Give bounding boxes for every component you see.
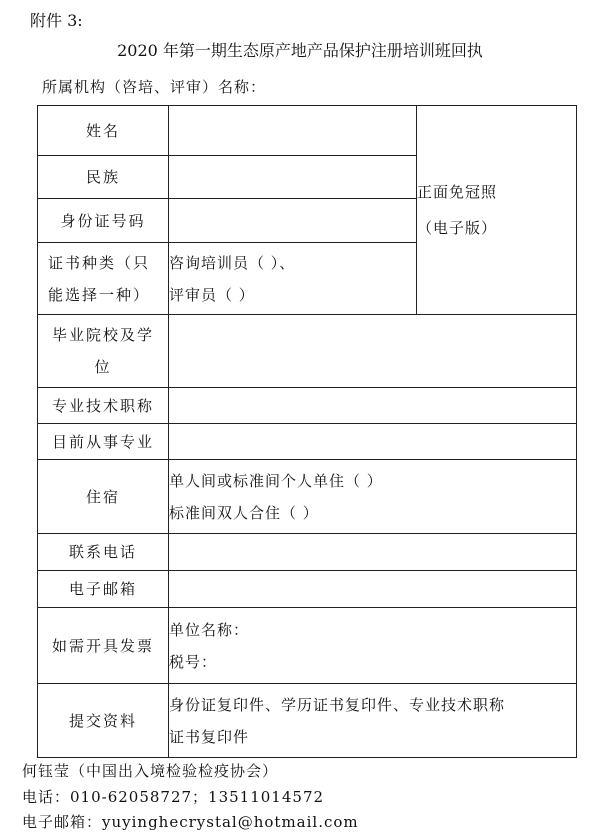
row-prof-title [38, 388, 577, 424]
photo-label-line-2: （电子版） [417, 219, 498, 237]
ethnicity-field[interactable] [169, 156, 417, 199]
row-current-job [38, 424, 577, 460]
org-name-label: 所属机构（咨培、评审）名称： [42, 78, 267, 96]
current-profession-field[interactable] [169, 424, 577, 460]
cert-type-label-line-2: 能选择一种） [48, 285, 151, 304]
cert-option-reviewer[interactable]: 评审员（ ） [169, 285, 255, 304]
email-label: 电子邮箱 [38, 571, 169, 608]
materials-label: 提交资料 [38, 684, 169, 758]
materials-line-2: 证书复印件 [169, 727, 250, 746]
school-degree-label [38, 315, 169, 388]
professional-title-field[interactable] [169, 388, 577, 424]
invoice-company-name[interactable]: 单位名称： [169, 620, 250, 639]
email-field[interactable] [169, 571, 577, 608]
invoice-tax-number[interactable]: 税号： [169, 652, 218, 671]
cert-type-options[interactable] [169, 243, 417, 315]
current-profession-label: 目前从事专业 [38, 424, 169, 460]
row-email [38, 571, 577, 608]
cert-option-consultant[interactable]: 咨询培训员（ ）、 [169, 253, 296, 272]
invoice-label: 如需开具发票 [38, 608, 169, 684]
row-name [38, 106, 577, 156]
lodging-options[interactable] [169, 460, 577, 534]
contact-email[interactable]: 电子邮箱：yuyinghecrystal@hotmail.com [22, 813, 359, 831]
school-degree-field[interactable] [169, 315, 577, 388]
row-lodging [38, 460, 577, 534]
row-school [38, 315, 577, 388]
school-label-line-1: 毕业院校及学 [51, 326, 154, 344]
lodging-option-double[interactable]: 标准间双人合住（ ） [169, 503, 319, 522]
row-invoice [38, 608, 577, 684]
materials-line-1: 身份证复印件、学历证书复印件、专业技术职称 [169, 695, 506, 714]
contact-phone: 电话：010-62058727；13511014572 [22, 788, 325, 806]
row-phone [38, 534, 577, 571]
cert-type-label [38, 243, 169, 315]
materials-value [169, 684, 577, 758]
id-number-label: 身份证号码 [38, 199, 169, 243]
cert-type-label-line-1: 证书种类（只 [48, 253, 151, 272]
photo-cell[interactable] [417, 106, 577, 315]
professional-title-label: 专业技术职称 [38, 388, 169, 424]
id-number-field[interactable] [169, 199, 417, 243]
school-label-line-2: 位 [94, 358, 112, 376]
phone-field[interactable] [169, 534, 577, 571]
name-label: 姓名 [38, 106, 169, 156]
registration-form-table [37, 105, 577, 758]
name-field[interactable] [169, 106, 417, 156]
attachment-label: 附件 3: [30, 11, 83, 30]
contact-person: 何钰莹（中国出入境检验检疫协会） [22, 762, 279, 780]
ethnicity-label: 民族 [38, 156, 169, 199]
lodging-label: 住宿 [38, 460, 169, 534]
photo-label-line-1: 正面免冠照 [417, 183, 498, 201]
row-materials [38, 684, 577, 758]
phone-label: 联系电话 [38, 534, 169, 571]
lodging-option-single[interactable]: 单人间或标准间个人单住（ ） [169, 471, 383, 490]
document-title: 2020 年第一期生态原产地产品保护注册培训班回执 [117, 41, 483, 60]
invoice-fields[interactable] [169, 608, 577, 684]
